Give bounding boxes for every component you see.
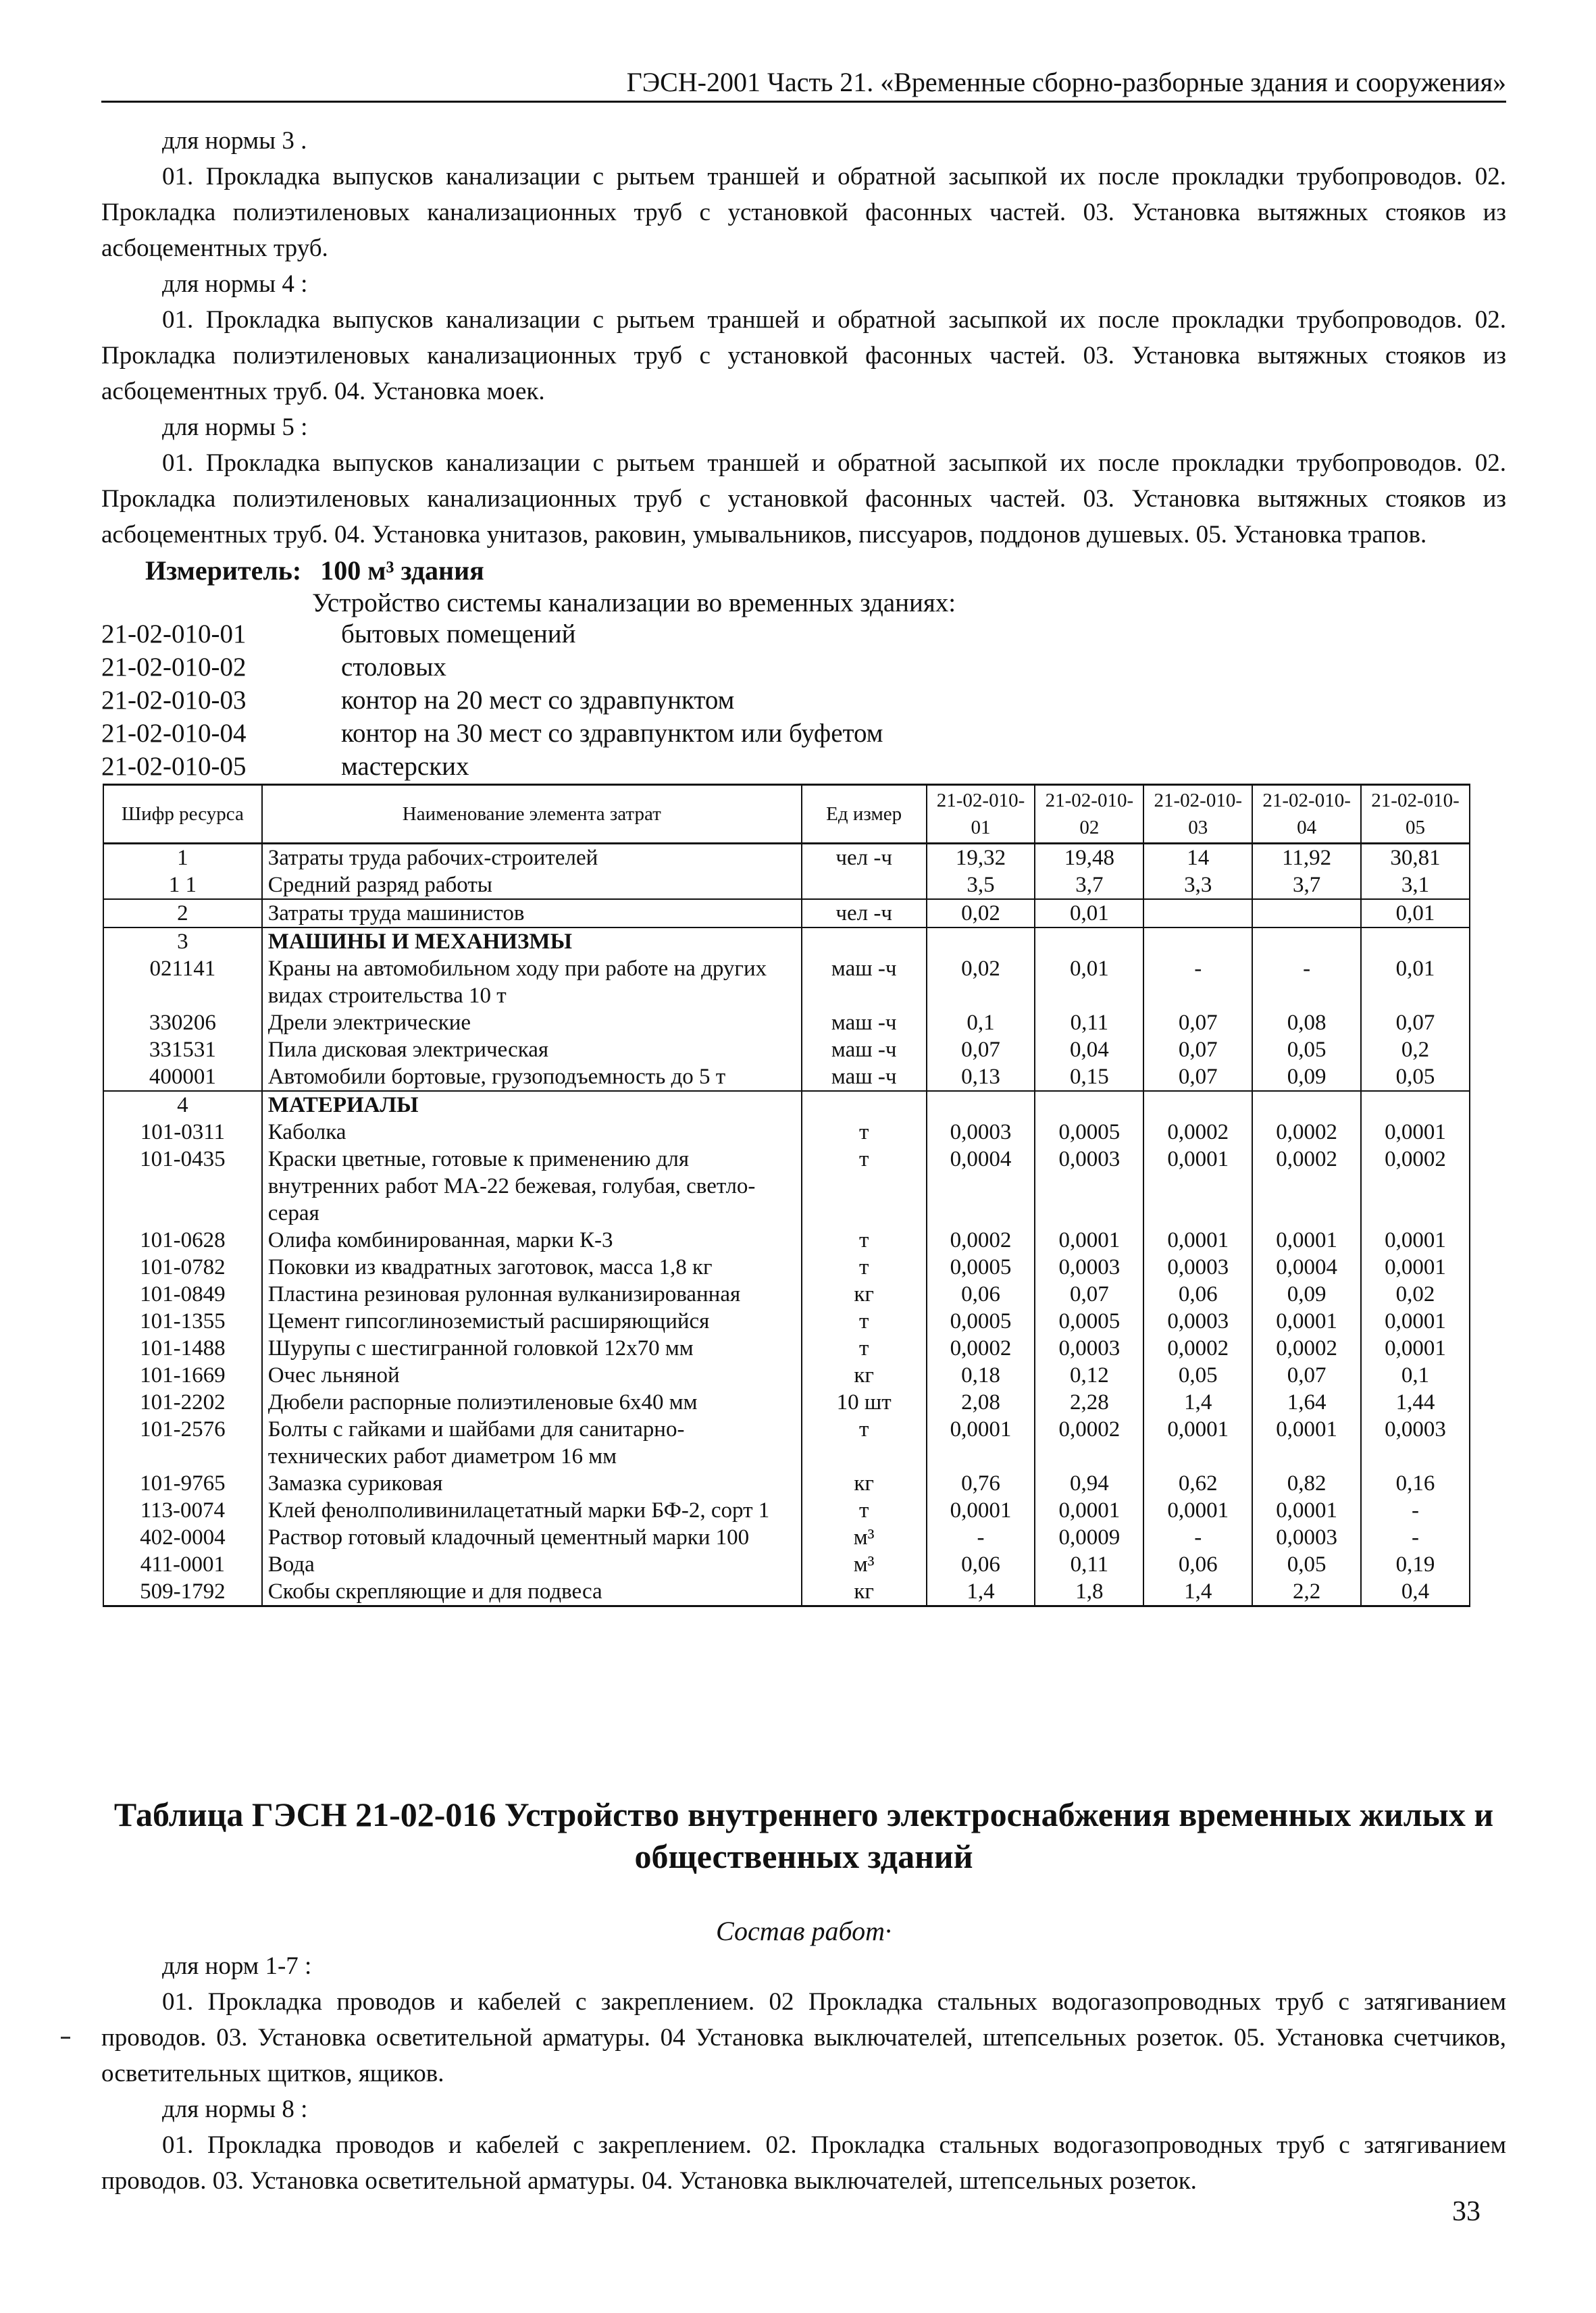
resource-name: Затраты труда рабочих-строителей xyxy=(262,844,802,872)
resource-value: 3,5 xyxy=(927,871,1035,899)
resource-value: - xyxy=(1361,1524,1470,1551)
resource-value: 0,0003 xyxy=(1035,1146,1143,1227)
resource-value: 0,07 xyxy=(1035,1281,1143,1308)
resource-value: 0,01 xyxy=(1361,955,1470,1009)
resource-value xyxy=(927,927,1035,955)
resource-name: Пластина резиновая рулонная вулканизированная xyxy=(262,1281,802,1308)
resource-value: 0,08 xyxy=(1252,1009,1361,1036)
resource-unit: т xyxy=(802,1335,927,1362)
table-row xyxy=(103,1146,1470,1227)
resource-value: 0,0003 xyxy=(1143,1308,1252,1335)
resource-unit: т xyxy=(802,1146,927,1227)
resource-value: 0,15 xyxy=(1035,1063,1143,1091)
norm3-label: для нормы 3 . xyxy=(162,127,307,155)
resource-code: 101-9765 xyxy=(103,1470,262,1497)
resource-value: 0,0002 xyxy=(1035,1416,1143,1470)
table-row xyxy=(103,1063,1470,1091)
resource-name: Поковки из квадратных заготовок, масса 1,8 кг xyxy=(262,1254,802,1281)
resource-value: 0,0002 xyxy=(1252,1146,1361,1227)
table-row xyxy=(103,1335,1470,1362)
resource-unit: маш -ч xyxy=(802,1036,927,1063)
norm3-text: 01. Прокладка выпусков канализации с рытьем траншей и обратной засыпкой их после прокладки трубопроводов. 02. Прокладка полиэтиленовых канализационных труб с установкой фасонных частей. 03. Установка вытяжных стояков из асбоцементных труб. xyxy=(101,163,1506,262)
resource-unit: кг xyxy=(802,1281,927,1308)
code-row xyxy=(101,684,883,717)
resource-value: 0,02 xyxy=(927,899,1035,927)
resource-value: 3,1 xyxy=(1361,871,1470,899)
resource-value: 0,0004 xyxy=(927,1146,1035,1227)
resource-name: МАШИНЫ И МЕХАНИЗМЫ xyxy=(262,927,802,955)
resource-value xyxy=(1035,1091,1143,1119)
resource-value: 0,0001 xyxy=(1361,1254,1470,1281)
col-header-unit: Ед измер xyxy=(802,785,927,844)
resource-value: - xyxy=(1143,1524,1252,1551)
norm8-text: 01. Прокладка проводов и кабелей с закреплением. 02. Прокладка стальных водогазопроводных труб с затягиванием проводов. 03. Установка осветительной арматуры. 04. Установка выключателей, штепсельных розеток. xyxy=(101,2131,1506,2195)
table-row xyxy=(103,1524,1470,1551)
resource-value: 1,44 xyxy=(1361,1389,1470,1416)
norm-code-name: столовых xyxy=(341,653,446,682)
table-row xyxy=(103,1036,1470,1063)
resource-value: 0,94 xyxy=(1035,1470,1143,1497)
resource-value: 0,05 xyxy=(1361,1063,1470,1091)
resource-code: 021141 xyxy=(103,955,262,1009)
resource-value: 0,0001 xyxy=(1035,1497,1143,1524)
resource-code: 509-1792 xyxy=(103,1578,262,1606)
resource-value: 1,4 xyxy=(1143,1578,1252,1606)
resource-name: Затраты труда машинистов xyxy=(262,899,802,927)
scan-mark xyxy=(61,2037,70,2039)
resource-unit: маш -ч xyxy=(802,1009,927,1036)
resource-value xyxy=(1252,1091,1361,1119)
code-row xyxy=(101,651,883,684)
resource-name: Цемент гипсоглиноземистый расширяющийся xyxy=(262,1308,802,1335)
resource-value: 0,05 xyxy=(1252,1036,1361,1063)
norm-code: 21-02-010-03 xyxy=(101,686,247,715)
resource-value: 19,48 xyxy=(1035,844,1143,872)
resource-value: - xyxy=(927,1524,1035,1551)
resource-value: 2,28 xyxy=(1035,1389,1143,1416)
measure-value: 100 м³ здания xyxy=(320,555,484,586)
table-row xyxy=(103,955,1470,1009)
resource-value xyxy=(1143,899,1252,927)
resource-value: 0,0001 xyxy=(1143,1146,1252,1227)
resource-value: 0,0001 xyxy=(927,1416,1035,1470)
norm4-label: для нормы 4 : xyxy=(162,270,308,298)
table-row xyxy=(103,1119,1470,1146)
resource-unit: чел -ч xyxy=(802,899,927,927)
resource-value: 0,0001 xyxy=(1361,1335,1470,1362)
resource-code: 113-0074 xyxy=(103,1497,262,1524)
resource-value: 0,0001 xyxy=(1361,1119,1470,1146)
resource-value: 0,13 xyxy=(927,1063,1035,1091)
resource-name: Очес льняной xyxy=(262,1362,802,1389)
resource-value: 0,06 xyxy=(1143,1551,1252,1578)
resource-name: Олифа комбинированная, марки К-3 xyxy=(262,1227,802,1254)
table-caption: Таблица ГЭСН 21-02-016 Устройство внутреннего электроснабжения временных жилых и общественных зданий xyxy=(113,1796,1494,1875)
resource-name: Скобы скрепляющие и для подвеса xyxy=(262,1578,802,1606)
resource-code: 411-0001 xyxy=(103,1551,262,1578)
resource-code: 101-0435 xyxy=(103,1146,262,1227)
norm-code-name: контор на 30 мест со здравпунктом или буфетом xyxy=(341,719,883,748)
resource-value: 0,04 xyxy=(1035,1036,1143,1063)
resource-value xyxy=(1252,927,1361,955)
resource-name: Краски цветные, готовые к применению для внутренних работ МА-22 бежевая, голубая, светло-серая xyxy=(262,1146,802,1227)
running-header: ГЭСН-2001 Часть 21. «Временные сборно-разборные здания и сооружения» xyxy=(101,66,1506,103)
resource-value: 0,0003 xyxy=(927,1119,1035,1146)
resource-value xyxy=(1143,1091,1252,1119)
resource-value: 0,07 xyxy=(927,1036,1035,1063)
resource-value: 0,0003 xyxy=(1361,1416,1470,1470)
table-row xyxy=(103,927,1470,955)
resource-code: 331531 xyxy=(103,1036,262,1063)
resource-value: 0,01 xyxy=(1361,899,1470,927)
resource-value: 1,64 xyxy=(1252,1389,1361,1416)
composition-heading: Состав работ· xyxy=(716,1916,892,1946)
resource-value: 0,62 xyxy=(1143,1470,1252,1497)
resource-code: 101-0782 xyxy=(103,1254,262,1281)
table-row xyxy=(103,1389,1470,1416)
resource-value: 0,07 xyxy=(1143,1063,1252,1091)
measure-label: Измеритель: xyxy=(145,555,302,586)
norm-code: 21-02-010-01 xyxy=(101,619,247,649)
resource-value: 0,0002 xyxy=(1252,1335,1361,1362)
resource-unit: т xyxy=(802,1308,927,1335)
norm5-text: 01. Прокладка выпусков канализации с рытьем траншей и обратной засыпкой их после прокладки трубопроводов. 02. Прокладка полиэтиленовых канализационных труб с установкой фасонных частей. 03. Установка вытяжных стояков из асбоцементных труб. 04. Установка унитазов, раковин, умывальников, писсуаров, поддонов душевых. 05. Установка трапов. xyxy=(101,449,1506,549)
col-header-norm: 21-02-010-04 xyxy=(1252,785,1361,844)
table-row xyxy=(103,1470,1470,1497)
resource-value: 0,0001 xyxy=(1361,1227,1470,1254)
resource-value: 0,0005 xyxy=(927,1308,1035,1335)
table-row xyxy=(103,1227,1470,1254)
resource-value: 2,08 xyxy=(927,1389,1035,1416)
resource-value: 0,06 xyxy=(927,1551,1035,1578)
code-row xyxy=(101,617,883,651)
resource-value: 0,01 xyxy=(1035,899,1143,927)
resource-code: 400001 xyxy=(103,1063,262,1091)
resource-value: 0,07 xyxy=(1143,1009,1252,1036)
resource-value: 0,07 xyxy=(1361,1009,1470,1036)
resource-code: 1 xyxy=(103,844,262,872)
resource-unit: маш -ч xyxy=(802,1063,927,1091)
resource-value: 0,4 xyxy=(1361,1578,1470,1606)
resource-name: Каболка xyxy=(262,1119,802,1146)
table-row xyxy=(103,1497,1470,1524)
resource-name: Краны на автомобильном ходу при работе на других видах строительства 10 т xyxy=(262,955,802,1009)
resource-value: 0,2 xyxy=(1361,1036,1470,1063)
resource-value: 0,09 xyxy=(1252,1281,1361,1308)
resource-value: 0,19 xyxy=(1361,1551,1470,1578)
resource-value: 0,05 xyxy=(1252,1551,1361,1578)
resource-value xyxy=(1361,1091,1470,1119)
resource-code: 101-0849 xyxy=(103,1281,262,1308)
resource-code: 2 xyxy=(103,899,262,927)
resource-name: Вода xyxy=(262,1551,802,1578)
resource-value: - xyxy=(1361,1497,1470,1524)
resource-value: 1,4 xyxy=(1143,1389,1252,1416)
resource-value: 0,0001 xyxy=(927,1497,1035,1524)
resource-value: 0,0004 xyxy=(1252,1254,1361,1281)
table-row xyxy=(103,1578,1470,1606)
resource-value: 0,0002 xyxy=(927,1335,1035,1362)
resource-unit: т xyxy=(802,1254,927,1281)
resource-name: Дюбели распорные полиэтиленовые 6х40 мм xyxy=(262,1389,802,1416)
resource-unit: т xyxy=(802,1497,927,1524)
norm-code-name: мастерских xyxy=(341,752,469,781)
resource-value: 2,2 xyxy=(1252,1578,1361,1606)
resource-value: - xyxy=(1143,955,1252,1009)
resource-code: 101-0311 xyxy=(103,1119,262,1146)
norms1-7-text: 01. Прокладка проводов и кабелей с закреплением. 02 Прокладка стальных водогазопроводных труб с затягиванием проводов. 03. Установка осветительной арматуры. 04 Установка выключателей, штепсельных розеток. 05. Установка счетчиков, осветительных щитков, ящиков. xyxy=(101,1988,1506,2087)
resource-value: 0,1 xyxy=(1361,1362,1470,1389)
resource-unit: чел -ч xyxy=(802,844,927,872)
resource-value: 0,82 xyxy=(1252,1470,1361,1497)
resource-code: 101-0628 xyxy=(103,1227,262,1254)
resource-table xyxy=(103,784,1470,1607)
resource-value: 19,32 xyxy=(927,844,1035,872)
resource-value xyxy=(1143,927,1252,955)
resource-unit: 10 шт xyxy=(802,1389,927,1416)
resource-value: 3,7 xyxy=(1252,871,1361,899)
resource-value: 3,3 xyxy=(1143,871,1252,899)
resource-name: Болты с гайками и шайбами для санитарно-технических работ диаметром 16 мм xyxy=(262,1416,802,1470)
resource-code: 101-2202 xyxy=(103,1389,262,1416)
table-row xyxy=(103,1281,1470,1308)
resource-unit xyxy=(802,927,927,955)
resource-value: 0,0003 xyxy=(1035,1254,1143,1281)
resource-value xyxy=(1252,899,1361,927)
code-row xyxy=(101,717,883,750)
norm-code-name: контор на 20 мест со здравпунктом xyxy=(341,686,735,715)
resource-name: Средний разряд работы xyxy=(262,871,802,899)
resource-value: 0,0002 xyxy=(1143,1119,1252,1146)
resource-value: 0,11 xyxy=(1035,1551,1143,1578)
table-row xyxy=(103,1416,1470,1470)
col-header-name: Наименование элемента затрат xyxy=(262,785,802,844)
resource-code: 101-1355 xyxy=(103,1308,262,1335)
resource-value: 1,8 xyxy=(1035,1578,1143,1606)
resource-value: 0,0003 xyxy=(1143,1254,1252,1281)
resource-value: 0,0005 xyxy=(927,1254,1035,1281)
resource-value xyxy=(1361,927,1470,955)
resource-code: 402-0004 xyxy=(103,1524,262,1551)
resource-code: 101-1669 xyxy=(103,1362,262,1389)
norms1-7-label: для норм 1-7 : xyxy=(162,1952,312,1980)
resource-value: 0,18 xyxy=(927,1362,1035,1389)
code-row xyxy=(101,750,883,783)
resource-value: 0,0001 xyxy=(1252,1308,1361,1335)
resource-unit: маш -ч xyxy=(802,955,927,1009)
resource-value: 0,12 xyxy=(1035,1362,1143,1389)
table-row xyxy=(103,1009,1470,1036)
resource-value: 0,06 xyxy=(927,1281,1035,1308)
resource-value: 11,92 xyxy=(1252,844,1361,872)
col-header-code: Шифр ресурса xyxy=(103,785,262,844)
resource-value: 0,0003 xyxy=(1252,1524,1361,1551)
resource-code: 1 1 xyxy=(103,871,262,899)
resource-value: - xyxy=(1252,955,1361,1009)
resource-value: 0,0005 xyxy=(1035,1308,1143,1335)
resource-code: 330206 xyxy=(103,1009,262,1036)
resource-name: Автомобили бортовые, грузоподъемность до 5 т xyxy=(262,1063,802,1091)
resource-value: 0,09 xyxy=(1252,1063,1361,1091)
resource-value xyxy=(1035,927,1143,955)
resource-value: 0,11 xyxy=(1035,1009,1143,1036)
resource-value: 0,07 xyxy=(1143,1036,1252,1063)
resource-value xyxy=(927,1091,1035,1119)
resource-value: 0,0002 xyxy=(1143,1335,1252,1362)
resource-value: 0,0001 xyxy=(1143,1497,1252,1524)
table-row xyxy=(103,844,1470,872)
table-row xyxy=(103,1551,1470,1578)
resource-unit xyxy=(802,1091,927,1119)
col-header-norm: 21-02-010-02 xyxy=(1035,785,1143,844)
codes-title: Устройство системы канализации во временных зданиях: xyxy=(312,588,956,617)
resource-value: 3,7 xyxy=(1035,871,1143,899)
resource-unit xyxy=(802,871,927,899)
resource-value: 1,4 xyxy=(927,1578,1035,1606)
table-row xyxy=(103,899,1470,927)
table-header-row xyxy=(103,785,1470,844)
resource-value: 0,0002 xyxy=(1361,1146,1470,1227)
resource-unit: т xyxy=(802,1227,927,1254)
resource-unit: т xyxy=(802,1416,927,1470)
resource-code: 101-2576 xyxy=(103,1416,262,1470)
resource-name: Дрели электрические xyxy=(262,1009,802,1036)
resource-name: Шурупы с шестигранной головкой 12х70 мм xyxy=(262,1335,802,1362)
norm-code-name: бытовых помещений xyxy=(341,619,576,649)
resource-name: МАТЕРИАЛЫ xyxy=(262,1091,802,1119)
table-row xyxy=(103,1308,1470,1335)
resource-value: 0,07 xyxy=(1252,1362,1361,1389)
measure-line xyxy=(145,553,956,588)
table-row xyxy=(103,1254,1470,1281)
norm4-text: 01. Прокладка выпусков канализации с рытьем траншей и обратной засыпкой их после прокладки трубопроводов. 02. Прокладка полиэтиленовых канализационных труб с установкой фасонных частей. 03. Установка вытяжных стояков из асбоцементных труб. 04. Установка моек. xyxy=(101,306,1506,405)
norm-code: 21-02-010-02 xyxy=(101,653,247,682)
table-row xyxy=(103,1362,1470,1389)
resource-value: 0,76 xyxy=(927,1470,1035,1497)
resource-value: 0,0001 xyxy=(1252,1227,1361,1254)
resource-name: Раствор готовый кладочный цементный марки 100 xyxy=(262,1524,802,1551)
resource-value: 0,0001 xyxy=(1143,1227,1252,1254)
resource-name: Клей фенолполивинилацетатный марки БФ-2, сорт 1 xyxy=(262,1497,802,1524)
resource-value: 0,0005 xyxy=(1035,1119,1143,1146)
norm-codes-list xyxy=(101,617,883,783)
resource-name: Замазка суриковая xyxy=(262,1470,802,1497)
resource-value: 0,0001 xyxy=(1252,1497,1361,1524)
resource-unit: кг xyxy=(802,1578,927,1606)
resource-name: Пила дисковая электрическая xyxy=(262,1036,802,1063)
resource-value: 0,0001 xyxy=(1143,1416,1252,1470)
norm8-label: для нормы 8 : xyxy=(162,2095,308,2123)
resource-code: 3 xyxy=(103,927,262,955)
resource-unit: м³ xyxy=(802,1551,927,1578)
resource-unit: кг xyxy=(802,1362,927,1389)
resource-value: 0,02 xyxy=(927,955,1035,1009)
resource-value: 30,81 xyxy=(1361,844,1470,872)
resource-unit: т xyxy=(802,1119,927,1146)
resource-value: 0,0001 xyxy=(1361,1308,1470,1335)
norm5-label: для нормы 5 : xyxy=(162,413,308,441)
col-header-norm: 21-02-010-03 xyxy=(1143,785,1252,844)
resource-code: 4 xyxy=(103,1091,262,1119)
resource-value: 0,0003 xyxy=(1035,1335,1143,1362)
resource-value: 0,01 xyxy=(1035,955,1143,1009)
resource-unit: кг xyxy=(802,1470,927,1497)
resource-value: 0,16 xyxy=(1361,1470,1470,1497)
resource-value: 0,0001 xyxy=(1252,1416,1361,1470)
page-number: 33 xyxy=(1452,2196,1481,2227)
resource-value: 0,06 xyxy=(1143,1281,1252,1308)
resource-value: 0,0002 xyxy=(1252,1119,1361,1146)
resource-unit: м³ xyxy=(802,1524,927,1551)
col-header-norm: 21-02-010-01 xyxy=(927,785,1035,844)
resource-value: 0,02 xyxy=(1361,1281,1470,1308)
resource-value: 0,0002 xyxy=(927,1227,1035,1254)
resource-value: 0,0009 xyxy=(1035,1524,1143,1551)
table-row xyxy=(103,1091,1470,1119)
resource-value: 0,0001 xyxy=(1035,1227,1143,1254)
resource-value: 14 xyxy=(1143,844,1252,872)
resource-value: 0,1 xyxy=(927,1009,1035,1036)
norm-code: 21-02-010-04 xyxy=(101,719,247,748)
resource-code: 101-1488 xyxy=(103,1335,262,1362)
resource-value: 0,05 xyxy=(1143,1362,1252,1389)
norm-code: 21-02-010-05 xyxy=(101,752,247,781)
table-row xyxy=(103,871,1470,899)
col-header-norm: 21-02-010-05 xyxy=(1361,785,1470,844)
